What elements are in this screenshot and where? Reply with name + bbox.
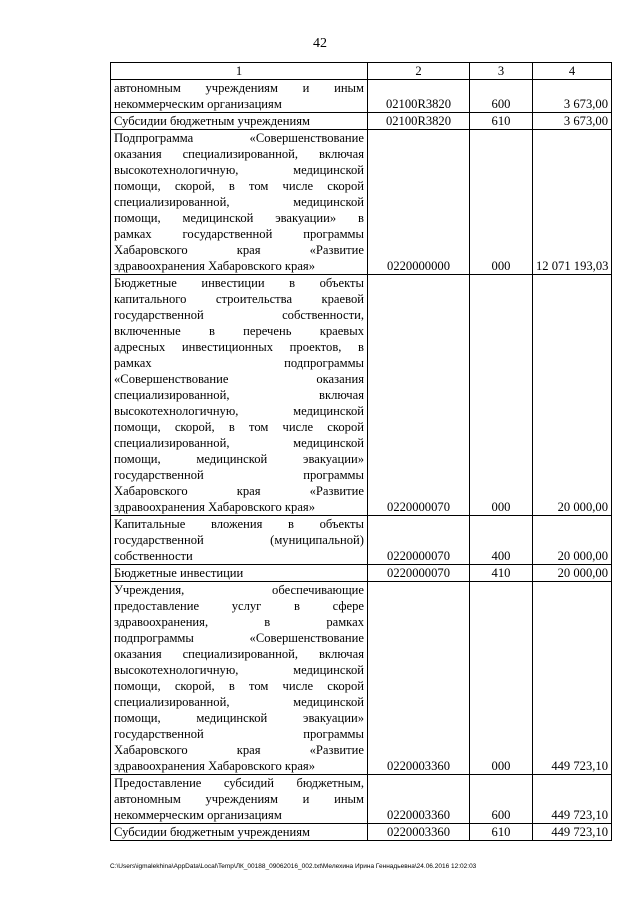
row-code: 0220000070	[368, 275, 470, 516]
row-amount: 12 071 193,03	[533, 130, 612, 275]
row-type-code: 600	[470, 775, 533, 824]
description-line: некоммерческим организациям	[114, 97, 282, 111]
page-number: 42	[313, 36, 327, 51]
row-type-code: 000	[470, 275, 533, 516]
row-amount: 20 000,00	[533, 275, 612, 516]
description-line: Учреждения, обеспечивающие	[114, 583, 364, 597]
row-description	[111, 582, 368, 775]
row-code: 02100R3820	[368, 80, 470, 113]
description-line: помощи, медицинской эвакуации»	[114, 452, 364, 466]
description-line: Капитальные вложения в объекты	[114, 517, 364, 531]
row-type-code: 610	[470, 824, 533, 841]
description-line: рамках подпрограммы	[114, 356, 364, 370]
description-line: оказания специализированной, включая	[114, 647, 364, 661]
description-line: специализированной, медицинской	[114, 436, 364, 450]
row-amount: 449 723,10	[533, 824, 612, 841]
table-header-row	[111, 63, 612, 80]
description-line: специализированной, медицинской	[114, 195, 364, 209]
header-col-4: 4	[533, 63, 612, 80]
description-line: высокотехнологичную, медицинской	[114, 163, 364, 177]
description-line: автономным учреждениям и иным	[114, 792, 364, 806]
row-amount: 20 000,00	[533, 565, 612, 582]
description-line: помощи, скорой, в том числе скорой	[114, 420, 364, 434]
description-line: государственной собственности,	[114, 308, 364, 322]
row-type-code: 600	[470, 80, 533, 113]
footer-file-path: C:\Users\igmalekhina\AppData\Local\Temp\ЛК_00188_09062016_002.txt\Мелехина Ирина Геннадьевна\24.06.2016 12:02:03	[110, 863, 477, 870]
description-line: оказания специализированной, включая	[114, 147, 364, 161]
description-line: рамках государственной программы	[114, 227, 364, 241]
description-line: Бюджетные инвестиции в объекты	[114, 276, 364, 290]
row-code: 0220000070	[368, 565, 470, 582]
row-description	[111, 275, 368, 516]
description-line: помощи, скорой, в том числе скорой	[114, 179, 364, 193]
description-line: включенные в перечень краевых	[114, 324, 364, 338]
description-line: Предоставление субсидий бюджетным,	[114, 776, 364, 790]
row-amount: 449 723,10	[533, 775, 612, 824]
description-line: здравоохранения Хабаровского края»	[114, 759, 316, 773]
description-line: помощи, медицинской эвакуации» в	[114, 211, 364, 225]
description-line: подпрограммы «Совершенствование	[114, 631, 364, 645]
row-type-code: 400	[470, 516, 533, 565]
description-line: Хабаровского края «Развитие	[114, 743, 364, 757]
table-row	[111, 582, 612, 775]
header-col-2: 2	[368, 63, 470, 80]
description-line: здравоохранения, в рамках	[114, 615, 364, 629]
row-description	[111, 824, 368, 841]
description-line: государственной программы	[114, 468, 364, 482]
row-type-code: 000	[470, 582, 533, 775]
description-line: капитального строительства краевой	[114, 292, 364, 306]
row-description	[111, 130, 368, 275]
header-col-1: 1	[111, 63, 368, 80]
row-code: 0220000070	[368, 516, 470, 565]
description-line: Подпрограмма «Совершенствование	[114, 131, 364, 145]
row-type-code: 410	[470, 565, 533, 582]
row-code: 02100R3820	[368, 113, 470, 130]
description-line: специализированной, включая	[114, 388, 364, 402]
description-line: специализированной, медицинской	[114, 695, 364, 709]
description-line: Субсидии бюджетным учреждениям	[114, 825, 310, 839]
row-type-code: 610	[470, 113, 533, 130]
row-amount: 3 673,00	[533, 113, 612, 130]
table-row	[111, 80, 612, 113]
description-line: помощи, медицинской эвакуации»	[114, 711, 364, 725]
row-code: 0220000000	[368, 130, 470, 275]
row-description	[111, 516, 368, 565]
row-amount: 449 723,10	[533, 582, 612, 775]
table-row	[111, 824, 612, 841]
table-row	[111, 565, 612, 582]
description-line: «Совершенствование оказания	[114, 372, 364, 386]
description-line: Бюджетные инвестиции	[114, 566, 244, 580]
description-line: адресных инвестиционных проектов, в	[114, 340, 364, 354]
description-line: высокотехнологичную, медицинской	[114, 663, 364, 677]
description-line: государственной программы	[114, 727, 364, 741]
description-line: высокотехнологичную, медицинской	[114, 404, 364, 418]
description-line: здравоохранения Хабаровского края»	[114, 259, 316, 273]
description-line: Хабаровского края «Развитие	[114, 484, 364, 498]
row-amount: 3 673,00	[533, 80, 612, 113]
description-line: некоммерческим организациям	[114, 808, 282, 822]
description-line: помощи, скорой, в том числе скорой	[114, 679, 364, 693]
description-line: предоставление услуг в сфере	[114, 599, 364, 613]
row-description	[111, 80, 368, 113]
row-code: 0220003360	[368, 824, 470, 841]
header-col-3: 3	[470, 63, 533, 80]
description-line: автономным учреждениям и иным	[114, 81, 364, 95]
table-row	[111, 130, 612, 275]
description-line: Хабаровского края «Развитие	[114, 243, 364, 257]
row-type-code: 000	[470, 130, 533, 275]
table-row	[111, 113, 612, 130]
description-line: государственной (муниципальной)	[114, 533, 364, 547]
description-line: Субсидии бюджетным учреждениям	[114, 114, 310, 128]
row-code: 0220003360	[368, 775, 470, 824]
row-code: 0220003360	[368, 582, 470, 775]
table-row	[111, 516, 612, 565]
row-description	[111, 565, 368, 582]
description-line: здравоохранения Хабаровского края»	[114, 500, 316, 514]
table-row	[111, 775, 612, 824]
table-row	[111, 275, 612, 516]
row-amount: 20 000,00	[533, 516, 612, 565]
description-line: собственности	[114, 549, 193, 563]
budget-table	[110, 62, 612, 841]
row-description	[111, 775, 368, 824]
row-description	[111, 113, 368, 130]
